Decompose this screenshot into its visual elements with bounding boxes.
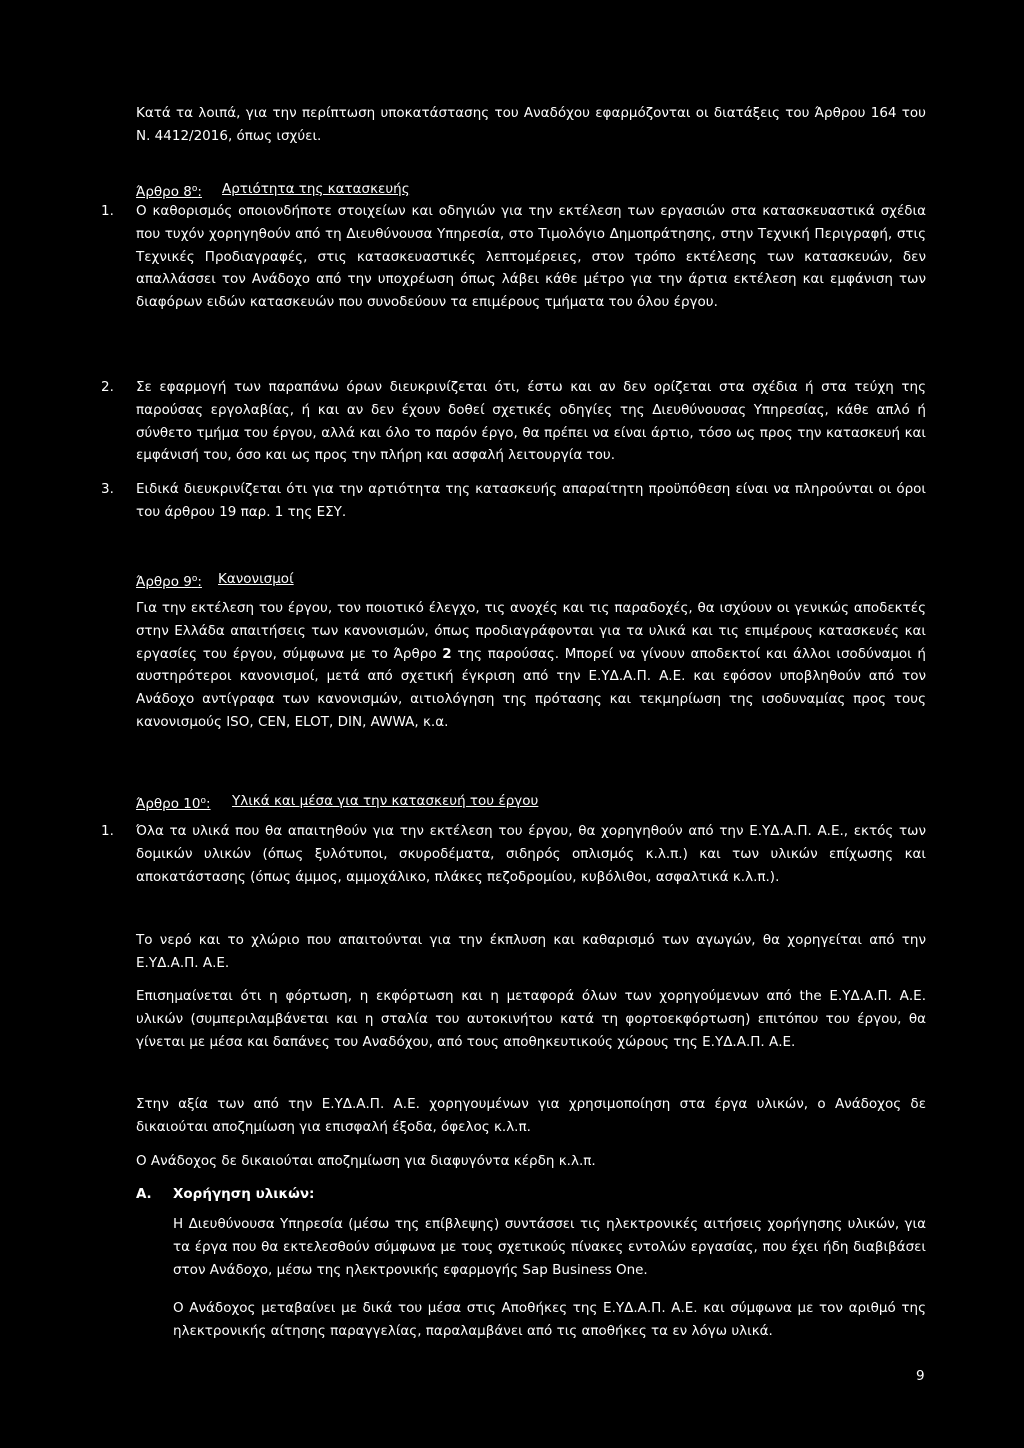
- article-10-heading: [136, 790, 211, 815]
- article-8-item-2-number: 2.: [101, 379, 114, 395]
- section-a-letter: Α.: [136, 1186, 152, 1202]
- article-10-water-paragraph: Το νερό και το χλώριο που απαιτούνται για την έκπλυση και καθαρισμό των αγωγών, θα χορηγείται από την Ε.ΥΔ.Α.Π. Α.Ε.: [136, 932, 926, 971]
- section-a-paragraph-2: Ο Ανάδοχος μεταβαίνει με δικά του μέσα στις Αποθήκες της Ε.ΥΔ.Α.Π. Α.Ε. και σύμφωνα με τον αριθμό της ηλεκτρονικής αίτησης παραγγελίας, παραλαμβάνει από τις αποθήκες τα εν λόγω υλικά.: [173, 1300, 926, 1339]
- article-8-item-1-number: 1.: [101, 203, 114, 219]
- page-number: 9: [916, 1368, 925, 1384]
- article-8-title: Αρτιότητα της κατασκευής: [222, 181, 410, 197]
- article-10-loading-paragraph: Επισημαίνεται ότι η φόρτωση, η εκφόρτωση και η μεταφορά όλων των χορηγούμενων από the Ε.ΥΔ.Α.Π. Α.Ε. υλικών (συμπεριλαμβάνεται και η σταλία του αυτοκινήτου κατά τη φορτοεκφόρτωση) επιτόπου του έργου, θα γίνεται με μέσα και δαπάνες του Αναδόχου, από τους αποθηκευτικούς χώρους της Ε.ΥΔ.Α.Π. Α.Ε.: [136, 988, 926, 1050]
- article-9-paragraph: Για την εκτέλεση του έργου, τον ποιοτικό έλεγχο, τις ανοχές και τις παραδοχές, θα ισχύουν οι γενικώς αποδεκτές στην Ελλάδα απαιτήσεις των κανονισμών, όπως προδιαγράφονται για τα υλικά και τις επιμέρους κατασκευές και εργασίες του έργου, σύμφωνα με το Άρθρο 2 της παρούσας. Μπορεί να γίνουν αποδεκτοί και άλλοι ισοδύναμοι ή αυστηρότεροι κανονισμοί, μετά από σχετική έγκριση από την Ε.ΥΔ.Α.Π. Α.Ε. και εφόσον υποβληθούν από τον Ανάδοχο αντίγραφα των κανονισμών, αιτιολόγηση της πρότασης και τεκμηρίωση της ισοδυναμίας προς τους κανονισμούς ISO, CEN, ELOT, DIN, AWWA, κ.α.: [136, 600, 926, 730]
- article-10-item-1-text: Όλα τα υλικά που θα απαιτηθούν για την εκτέλεση του έργου, θα χορηγηθούν από την Ε.ΥΔ.Α.Π. Α.Ε., εκτός των δομικών υλικών (όπως ξυλότυποι, σκυροδέματα, σιδηρός οπλισμός κ.λ.π.) και των υλικών επίχωσης και αποκατάστασης (όπως άμμος, αμμοχάλικο, πλάκες πεζοδρομίου, κυβόλιθοι, ασφαλτικά κ.λ.π.).: [136, 823, 926, 885]
- section-a-paragraph-1: Η Διευθύνουσα Υπηρεσία (μέσω της επίβλεψης) συντάσσει τις ηλεκτρονικές αιτήσεις χορήγησης υλικών, για τα έργα που θα εκτελεσθούν σύμφωνα με τους σχετικούς πίνακες εντολών εργασίας, που έχει ήδη διαβιβάσει στον Ανάδοχο, μέσω της ηλεκτρονικής εφαρμογής Sap Business One.: [173, 1216, 926, 1278]
- intro-paragraph: Κατά τα λοιπά, για την περίπτωση υποκατάστασης του Αναδόχου εφαρμόζονται οι διατάξεις του Άρθρου 164 του Ν. 4412/2016, όπως ισχύει.: [136, 105, 926, 144]
- article-8-label: Άρθρο $8^o$:: [136, 184, 202, 200]
- article-10-profit-paragraph: Ο Ανάδοχος δε δικαιούται αποζημίωση για διαφυγόντα κέρδη κ.λ.π.: [136, 1153, 596, 1169]
- article-10-item-1-number: 1.: [101, 823, 114, 839]
- article-9-title: Κανονισμοί: [218, 571, 294, 587]
- article-8-item-3-text: Ειδικά διευκρινίζεται ότι για την αρτιότητα της κατασκευής απαραίτητη προϋπόθεση είναι να πληρούνται οι όροι του άρθρου 19 παρ. 1 της ΕΣΥ.: [136, 481, 926, 520]
- article-10-value-paragraph: Στην αξία των από την Ε.ΥΔ.Α.Π. Α.Ε. χορηγουμένων για χρησιμοποίηση στα έργα υλικών, ο Ανάδοχος δε δικαιούται αποζημίωση για επισφαλή έξοδα, όφελος κ.λ.π.: [136, 1096, 926, 1135]
- article-10-title: Υλικά και μέσα για την κατασκευή του έργου: [232, 793, 539, 809]
- article-8-item-1-text: Ο καθορισμός οποιονδήποτε στοιχείων και οδηγιών για την εκτέλεση των εργασιών στα κατασκευαστικά σχέδια που τυχόν χορηγηθούν από τη Διευθύνουσα Υπηρεσία, στο Τιμολόγιο Δημοπράτησης, στην Τεχνική Περιγραφή, στις Τεχνικές Προδιαγραφές, στις κατασκευαστικές λεπτομέρειες, στον τρόπο εκτέλεσης των κατασκευών, δεν απαλλάσσει τον Ανάδοχο από την υποχρέωση όπως λάβει κάθε μέτρο για την άρτια εκτέλεση και εμφάνιση των διαφόρων ειδών κατασκευών που συνοδεύουν τα επιμέρους τμήματα του όλου έργου.: [136, 203, 926, 311]
- article-10-label: Άρθρο $10^o$:: [136, 796, 211, 812]
- section-a-title: Χορήγηση υλικών:: [173, 1186, 315, 1202]
- article-9-label: Άρθρο $9^o$:: [136, 574, 202, 590]
- article-8-item-3-number: 3.: [101, 481, 114, 497]
- article-8-item-2-text: Σε εφαρμογή των παραπάνω όρων διευκρινίζεται ότι, έστω και αν δεν ορίζεται στα σχέδια ή στα τεύχη της παρούσας εργολαβίας, ή και αν δεν έχουν δοθεί σχετικές οδηγίες της Διευθύνουσας Υπηρεσίας, κάθε απλό ή σύνθετο τμήμα του έργου, αλλά και όλο το παρόν έργο, θα πρέπει να είναι άρτιο, τόσο ως προς την κατασκευή και εμφάνισή του, όσο και ως προς την πλήρη και ασφαλή λειτουργία του.: [136, 379, 926, 464]
- article-9-heading: [136, 568, 202, 593]
